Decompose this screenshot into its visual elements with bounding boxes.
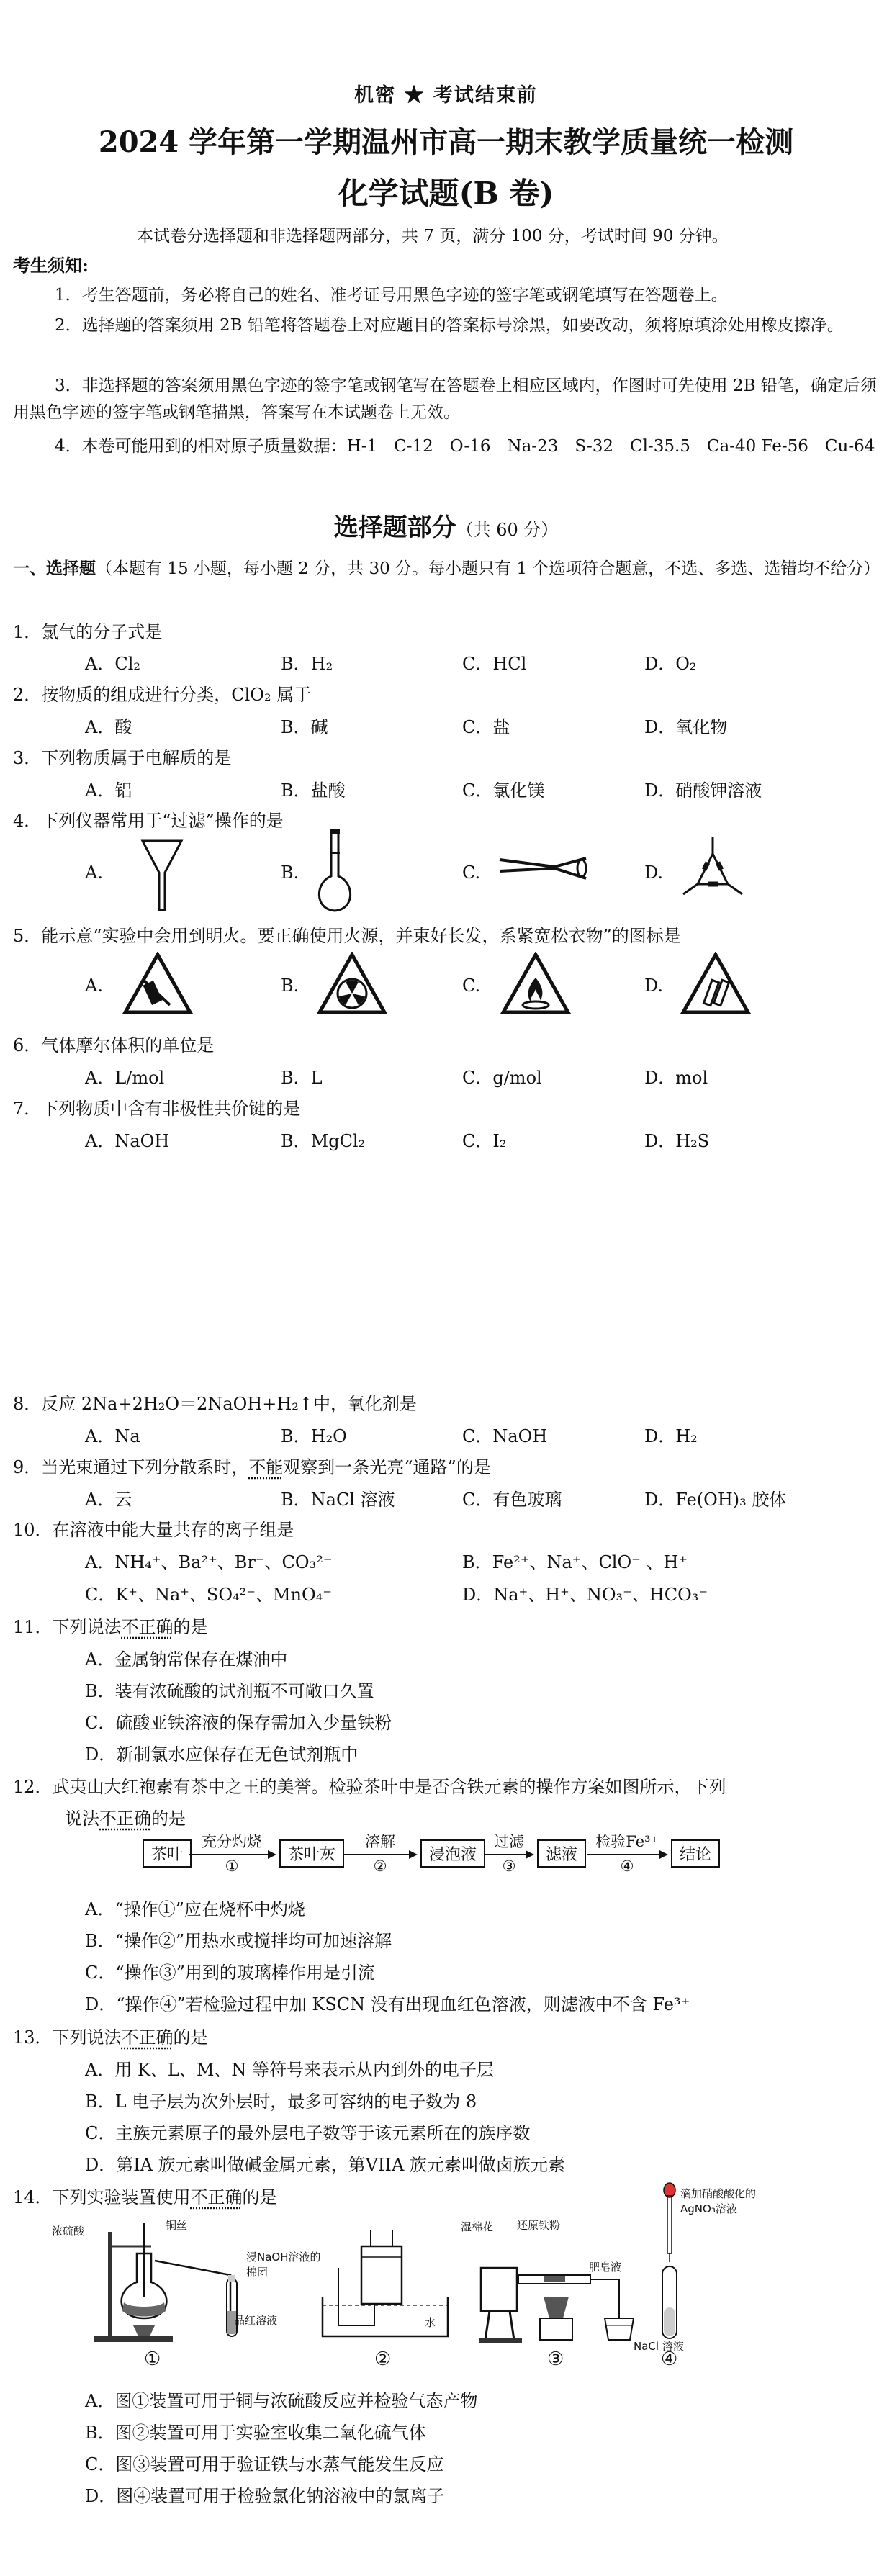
q12-stem-line1: 12．武夷山大红袍素有茶中之王的美誉。检验茶叶中是否含铁元素的操作方案如图所示，下列 xyxy=(13,1777,726,1797)
flow-box-filtrate: 滤液 xyxy=(537,1839,586,1868)
q2-option-b: B．碱 xyxy=(281,717,328,737)
q12-option-d: D．“操作④”若检验过程中加 KSCN 没有出现血红色溶液，则滤液中不含 Fe³⁺ xyxy=(85,1994,690,2014)
q9-option-b: B．NaCl 溶液 xyxy=(281,1490,395,1510)
q1-option-b: B．H₂ xyxy=(281,654,333,674)
open-flame-icon xyxy=(500,952,571,1017)
q8-option-d: D．H₂ xyxy=(644,1426,698,1446)
q9-stem-pre: 9．当光束通过下列分散系时， xyxy=(13,1457,249,1477)
q1-option-d: D．O₂ xyxy=(644,654,697,674)
funnel-icon xyxy=(137,835,187,914)
label-conc-acid: 浓硫酸 xyxy=(52,2225,85,2238)
flow-num-1: ① xyxy=(225,1857,239,1875)
label-naoh-cotton: 浸NaOH溶液的棉团 xyxy=(246,2251,321,2279)
q12-stem2-emph: 不正确 xyxy=(99,1809,151,1829)
section-note: （共 60 分） xyxy=(456,520,559,540)
q5-option-a: A. xyxy=(85,976,103,996)
q13-stem-post: 的是 xyxy=(173,2027,208,2048)
q2-option-a: A．酸 xyxy=(85,717,132,737)
q4-stem: 4．下列仪器常用于“过滤”操作的是 xyxy=(13,811,284,831)
q13-option-c: C．主族元素原子的最外层电子数等于该元素所在的族序数 xyxy=(85,2123,531,2143)
hot-surface-icon xyxy=(122,952,193,1017)
q9-option-a: A．云 xyxy=(85,1490,132,1510)
flow-num-2: ② xyxy=(373,1857,387,1875)
q13-stem-pre: 13．下列说法 xyxy=(13,2027,122,2048)
q14-option-a: A．图①装置可用于铜与浓硫酸反应并检验气态产物 xyxy=(85,2391,478,2411)
q13-option-b: B．L 电子层为次外层时，最多可容纳的电子数为 8 xyxy=(85,2091,477,2112)
q13-option-d: D．第IA 族元素叫做碱金属元素，第VIIA 族元素叫做卤族元素 xyxy=(85,2155,565,2175)
q6-stem: 6．气体摩尔体积的单位是 xyxy=(13,1035,215,1055)
q11-stem xyxy=(13,1613,208,1638)
fig-num-4: ④ xyxy=(661,2348,678,2370)
q10-option-c: C．K⁺、Na⁺、SO₄²⁻、MnO₄⁻ xyxy=(85,1585,332,1605)
q8-stem: 8．反应 2Na+2H₂O＝2NaOH+H₂↑中，氧化剂是 xyxy=(13,1394,418,1414)
q11-stem-post: 的是 xyxy=(173,1617,208,1637)
q5-option-c: C. xyxy=(462,976,481,996)
flow-num-4: ④ xyxy=(620,1857,634,1875)
fig-num-3: ③ xyxy=(547,2348,564,2370)
q6-option-d: D．mol xyxy=(644,1068,708,1088)
q14-stem-pre: 14．下列实验装置使用 xyxy=(13,2187,191,2207)
q2-option-c: C．盐 xyxy=(462,717,510,737)
flow-op-2: 溶解 xyxy=(365,1833,395,1850)
q6-option-c: C．g/mol xyxy=(462,1068,542,1088)
q13-option-a: A．用 K、L、M、N 等符号来表示从内到外的电子层 xyxy=(85,2060,495,2080)
q12-stem2-post: 的是 xyxy=(151,1809,186,1829)
q1-option-a: A．Cl₂ xyxy=(85,654,140,674)
flow-box-tea: 茶叶 xyxy=(143,1839,192,1868)
flow-arrow-3 xyxy=(485,1854,533,1855)
q3-option-d: D．硝酸钾溶液 xyxy=(644,780,762,801)
label-agno3: 滴加硝酸酸化的AgNO₃溶液 xyxy=(680,2187,757,2215)
q2-option-d: D．氧化物 xyxy=(644,717,728,737)
q12-option-c: C．“操作③”用到的玻璃棒作用是引流 xyxy=(85,1963,375,1983)
label-pink-solution: 品红溶液 xyxy=(234,2314,278,2327)
intro-text: 本试卷分选择题和非选择题两部分，共 7 页，满分 100 分，考试时间 90 分钟。 xyxy=(137,227,729,246)
q10-stem: 10．在溶液中能大量共存的离子组是 xyxy=(13,1520,294,1540)
q9-stem xyxy=(13,1453,491,1478)
q11-stem-emph: 不正确 xyxy=(121,1617,174,1637)
part1-header xyxy=(13,556,884,582)
q12-option-a: A．“操作①”应在烧杯中灼烧 xyxy=(85,1899,305,1919)
q4-option-b: B. xyxy=(281,863,299,883)
q13-stem-emph: 不正确 xyxy=(121,2027,174,2048)
q1-stem: 1．氯气的分子式是 xyxy=(13,622,163,642)
q14-stem xyxy=(13,2183,277,2208)
q12-stem-line2 xyxy=(65,1804,186,1829)
flow-arrow-1 xyxy=(189,1854,275,1855)
q1-option-c: C．HCl xyxy=(462,654,527,674)
q8-option-c: C．NaOH xyxy=(462,1426,548,1446)
q6-option-a: A．L/mol xyxy=(85,1068,165,1088)
q8-option-b: B．H₂O xyxy=(281,1426,347,1446)
section-heading xyxy=(0,508,892,543)
flow-op-1: 充分灼烧 xyxy=(202,1833,262,1850)
q3-stem: 3．下列物质属于电解质的是 xyxy=(13,748,232,768)
q7-stem: 7．下列物质中含有非极性共价键的是 xyxy=(13,1099,301,1119)
fig-num-1: ① xyxy=(144,2348,161,2370)
q9-stem-emph: 不能 xyxy=(248,1457,284,1477)
q5-option-d: D. xyxy=(644,976,664,996)
q12-option-b: B．“操作②”用热水或搅拌均可加速溶解 xyxy=(85,1931,392,1951)
q12-stem2-pre: 说法 xyxy=(65,1809,99,1829)
label-water: 水 xyxy=(425,2316,436,2329)
part1-desc: （本题有 15 小题，每小题 2 分，共 30 分。每小题只有 1 个选项符合题意，不选、多选、选错均不给分） xyxy=(96,559,880,578)
q11-option-b: B．装有浓硫酸的试剂瓶不可敞口久置 xyxy=(85,1681,374,1701)
label-nacl-solution: NaCl 溶液 xyxy=(634,2340,684,2353)
q9-option-c: C．有色玻璃 xyxy=(462,1490,562,1510)
q3-option-b: B．盐酸 xyxy=(281,780,346,801)
notice-item-2: 2．选择题的答案须用 2B 铅笔将答题卷上对应题目的答案标号涂黑，如要改动，须将原填涂处用橡皮擦净。 xyxy=(55,316,844,335)
q8-option-a: A．Na xyxy=(85,1426,140,1446)
flow-box-conclusion: 结论 xyxy=(671,1839,720,1868)
pipeclay-triangle-icon xyxy=(680,834,745,899)
exam-subtitle: 化学试题(B 卷) xyxy=(338,176,554,211)
crucible-tongs-icon xyxy=(497,850,590,886)
notice-item-1: 1．考生答题前，务必将自己的姓名、准考证号用黑色字迹的签字笔或钢笔填写在答题卷上。 xyxy=(55,286,728,305)
q10-option-a: A．NH₄⁺、Ba²⁺、Br⁻、CO₃²⁻ xyxy=(85,1552,333,1572)
flow-num-3: ③ xyxy=(502,1857,516,1875)
q4-option-d: D. xyxy=(644,863,664,883)
flow-box-ash: 茶叶灰 xyxy=(279,1839,344,1868)
q6-option-b: B．L xyxy=(281,1068,323,1088)
q7-option-d: D．H₂S xyxy=(644,1131,710,1151)
glassware-icon xyxy=(680,952,751,1017)
q14-option-d: D．图④装置可用于检验氯化钠溶液中的氯离子 xyxy=(85,2486,445,2506)
flow-op-4: 检验Fe³⁺ xyxy=(595,1833,659,1850)
q3-option-a: A．铝 xyxy=(85,780,132,801)
q10-option-d: D．Na⁺、H⁺、NO₃⁻、HCO₃⁻ xyxy=(462,1585,708,1605)
flow-box-soak: 浸泡液 xyxy=(420,1839,485,1868)
flow-op-3: 过滤 xyxy=(494,1833,524,1850)
q7-option-b: B．MgCl₂ xyxy=(281,1131,366,1151)
q9-stem-post: 观察到一条光亮“通路”的是 xyxy=(283,1457,491,1477)
q14-stem-post: 的是 xyxy=(242,2187,277,2207)
q11-option-c: C．硫酸亚铁溶液的保存需加入少量铁粉 xyxy=(85,1713,392,1733)
q14-stem-emph: 不正确 xyxy=(190,2187,243,2207)
q5-option-b: B. xyxy=(281,976,299,996)
label-iron-powder: 还原铁粉 xyxy=(517,2219,561,2232)
q13-stem xyxy=(13,2023,208,2048)
q14-option-b: B．图②装置可用于实验室收集二氧化硫气体 xyxy=(85,2423,426,2443)
q2-stem: 2．按物质的组成进行分类，ClO₂ 属于 xyxy=(13,685,312,705)
q11-stem-pre: 11．下列说法 xyxy=(13,1617,122,1637)
q3-option-c: C．氯化镁 xyxy=(462,780,545,801)
flow-arrow-2 xyxy=(344,1854,416,1855)
exam-title: 2024 学年第一学期温州市高一期末教学质量统一检测 xyxy=(98,125,794,159)
q14-option-c: C．图③装置可用于验证铁与水蒸气能发生反应 xyxy=(85,2454,444,2474)
q7-option-c: C．I₂ xyxy=(462,1131,507,1151)
part1-label: 一、选择题 xyxy=(13,559,96,578)
label-soap-solution: 肥皂液 xyxy=(589,2261,622,2274)
q5-stem: 5．能示意“实验中会用到明火。要正确使用火源，并束好长发，系紧宽松衣物”的图标是 xyxy=(13,926,681,946)
q11-option-a: A．金属钠常保存在煤油中 xyxy=(85,1649,288,1670)
q4-option-c: C. xyxy=(462,863,481,883)
apparatus-3-drawing xyxy=(475,2232,655,2347)
notice-heading: 考生须知: xyxy=(13,255,89,276)
notice-item-3: 3．非选择题的答案须用黑色字迹的签字笔或钢笔写在答题卷上相应区域内，作图时可先使用 2B 铅笔，确定后须用黑色字迹的签字笔或钢笔描黑，答案写在本试题卷上无效。 xyxy=(13,377,877,422)
q11-option-d: D．新制氯水应保存在无色试剂瓶中 xyxy=(85,1744,359,1765)
q7-option-a: A．NaOH xyxy=(85,1131,170,1151)
q4-option-a: A. xyxy=(85,863,103,883)
exhaust-fan-icon xyxy=(317,952,387,1017)
q10-option-b: B．Fe²⁺、Na⁺、ClO⁻ 、H⁺ xyxy=(462,1552,688,1572)
flow-arrow-4 xyxy=(587,1854,667,1855)
confidential-mark: 机密 ★ 考试结束前 xyxy=(354,84,538,107)
label-copper-wire: 铜丝 xyxy=(166,2219,188,2232)
notice-item-4: 4．本卷可能用到的相对原子质量数据：H-1 C-12 O-16 Na-23 S-32 Cl-35.5 Ca-40 Fe-56 Cu-64 xyxy=(55,437,875,456)
fig-num-2: ② xyxy=(374,2348,392,2370)
label-wet-cotton: 湿棉花 xyxy=(461,2220,494,2233)
section-title: 选择题部分 xyxy=(333,513,456,542)
volumetric-flask-icon xyxy=(310,824,360,914)
q9-option-d: D．Fe(OH)₃ 胶体 xyxy=(644,1490,787,1510)
